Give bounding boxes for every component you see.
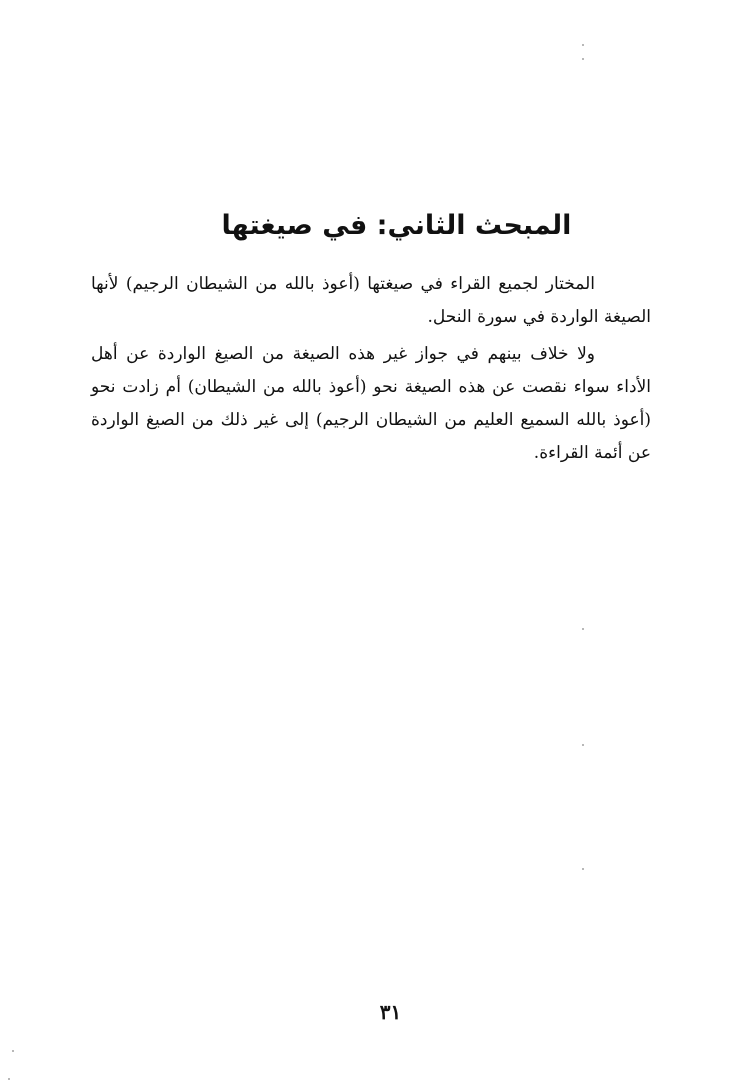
scan-speck [8,1078,10,1080]
body-text [91,268,651,470]
scan-speck [12,1050,14,1052]
scan-speck [582,628,584,630]
page-number: ٣١ [379,1000,402,1024]
scan-speck [582,744,584,746]
section-heading: المبحث الثاني: في صيغتها [221,210,572,242]
scan-speck [582,58,584,60]
paragraph-2: ولا خلاف بينهم في جواز غير هذه الصيغة من الصيغ الواردة عن أهل الأداء سواء نقصت عن هذه الصيغة نحو (أعوذ بالله من الشيطان) أم زادت نحو (أعوذ بالله السميع العليم من الشيطان الرجيم) إلى غير ذلك من الصيغ الواردة عن أئمة القراءة. [91,344,651,463]
scan-speck [582,44,584,46]
scan-speck [582,868,584,870]
paragraph-1: المختار لجميع القراء في صيغتها (أعوذ بالله من الشيطان الرجيم) لأنها الصيغة الواردة في سورة النحل. [91,274,651,327]
